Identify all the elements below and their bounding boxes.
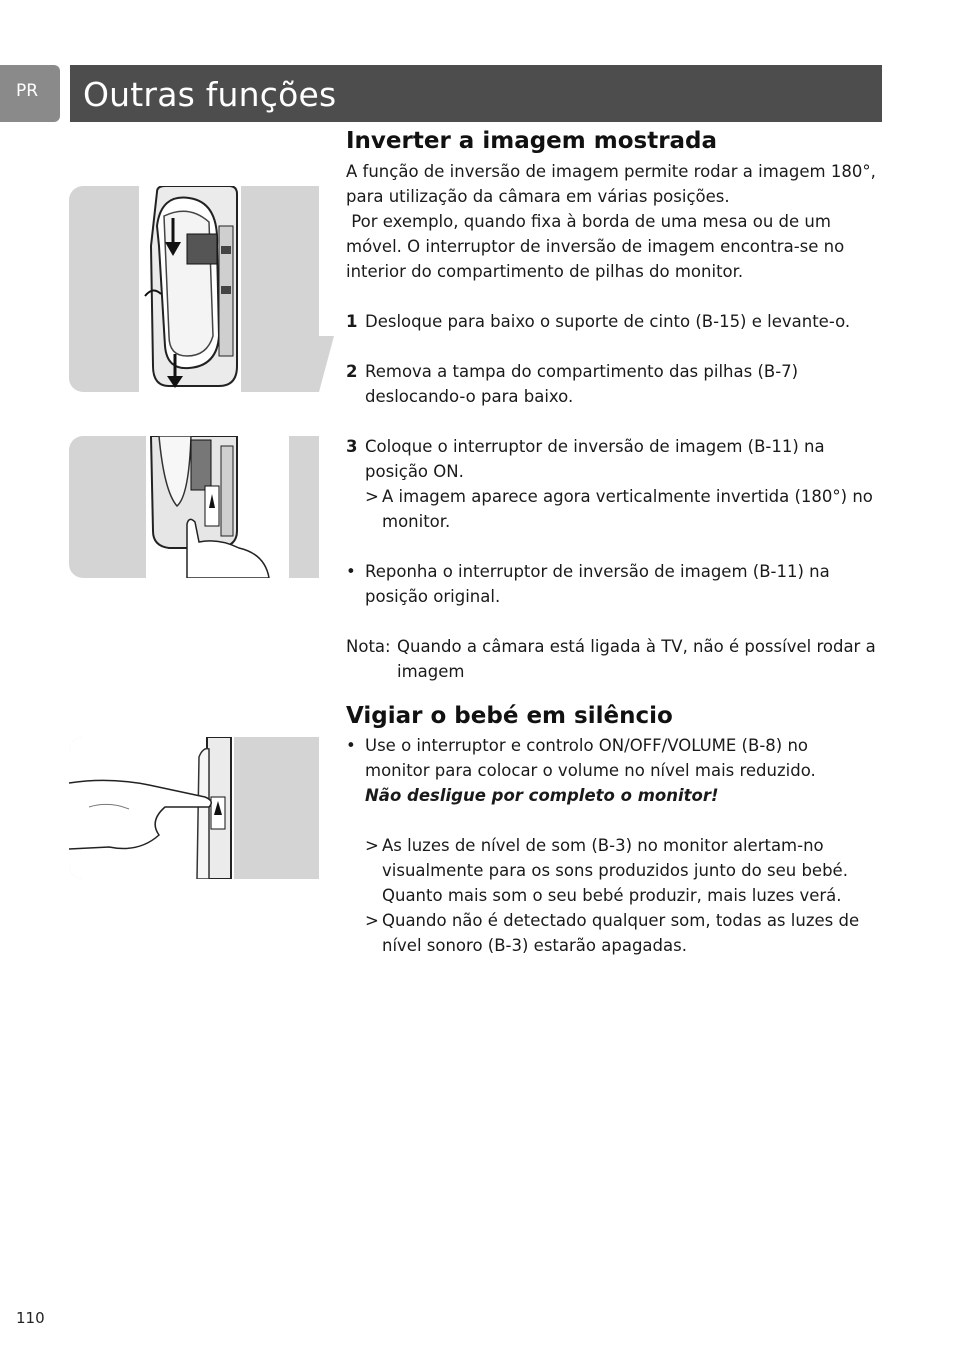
step-text: Coloque o interruptor de inversão de imagem (B-11) na posição ON. xyxy=(365,437,825,481)
language-tab xyxy=(0,65,60,122)
result-text: Quando não é detectado qualquer som, todas as luzes de nível sonoro (B-3) estarão apagadas. xyxy=(382,911,860,955)
result-marker: > xyxy=(365,836,379,855)
note-text: Quando a câmara está ligada à TV, não é possível rodar a imagem xyxy=(397,637,876,681)
step-number: 2 xyxy=(346,362,358,381)
warning-text: Não desligue por completo o monitor! xyxy=(365,786,719,805)
monitor-belt-clip-illustration xyxy=(69,186,334,392)
note-label: Nota: xyxy=(346,637,391,656)
battery-switch-illustration xyxy=(69,436,334,578)
step-text: Desloque para baixo o suporte de cinto (B-15) e levante-o. xyxy=(365,312,851,331)
bullet-restore-switch xyxy=(346,559,876,609)
step-3 xyxy=(346,434,876,484)
result-no-sound xyxy=(346,908,876,958)
step-3-result xyxy=(346,484,876,534)
page-title-bar xyxy=(70,65,882,122)
result-marker: > xyxy=(365,487,379,506)
volume-switch-illustration xyxy=(69,737,334,879)
step-number: 3 xyxy=(346,437,358,456)
language-tab-label: PR xyxy=(16,81,39,101)
step-1 xyxy=(346,309,876,334)
bullet-volume-text: Use o interruptor e controlo ON/OFF/VOLUME (B-8) no monitor para colocar o volume no nível mais reduzido. xyxy=(365,736,816,780)
bullet-marker: • xyxy=(346,736,356,755)
note xyxy=(346,634,876,684)
step-2 xyxy=(346,359,876,409)
bullet-text: Reponha o interruptor de inversão de imagem (B-11) na posição original. xyxy=(365,562,830,606)
result-text: A imagem aparece agora verticalmente invertida (180°) no monitor. xyxy=(382,487,873,531)
intro-paragraph-1: A função de inversão de imagem permite rodar a imagem 180°, para utilização da câmara em várias posições. xyxy=(346,162,876,206)
step-number: 1 xyxy=(346,312,358,331)
bullet-text xyxy=(365,733,876,808)
section-heading-silent-monitoring: Vigiar o bebé em silêncio xyxy=(346,703,673,729)
section-heading-invert-image: Inverter a imagem mostrada xyxy=(346,128,718,154)
step-text: Remova a tampa do compartimento das pilhas (B-7) deslocando-o para baixo. xyxy=(365,362,799,406)
result-text: As luzes de nível de som (B-3) no monitor alertam-no visualmente para os sons produzidos junto do seu bebé. Quanto mais som o seu bebé produzir, mais luzes verá. xyxy=(382,836,848,905)
section-silent-monitoring-body xyxy=(346,733,876,958)
section-invert-image-body xyxy=(346,159,876,684)
intro-paragraph-2: Por exemplo, quando fixa à borda de uma mesa ou de um móvel. O interruptor de inversão de imagem encontra-se no interior do compartimento de pilhas do monitor. xyxy=(346,212,850,281)
bullet-marker: • xyxy=(346,562,356,581)
result-sound-lights xyxy=(346,833,876,908)
page-title: Outras funções xyxy=(83,75,337,114)
bullet-volume xyxy=(346,733,876,808)
result-marker: > xyxy=(365,911,379,930)
page-number: 110 xyxy=(16,1309,45,1327)
